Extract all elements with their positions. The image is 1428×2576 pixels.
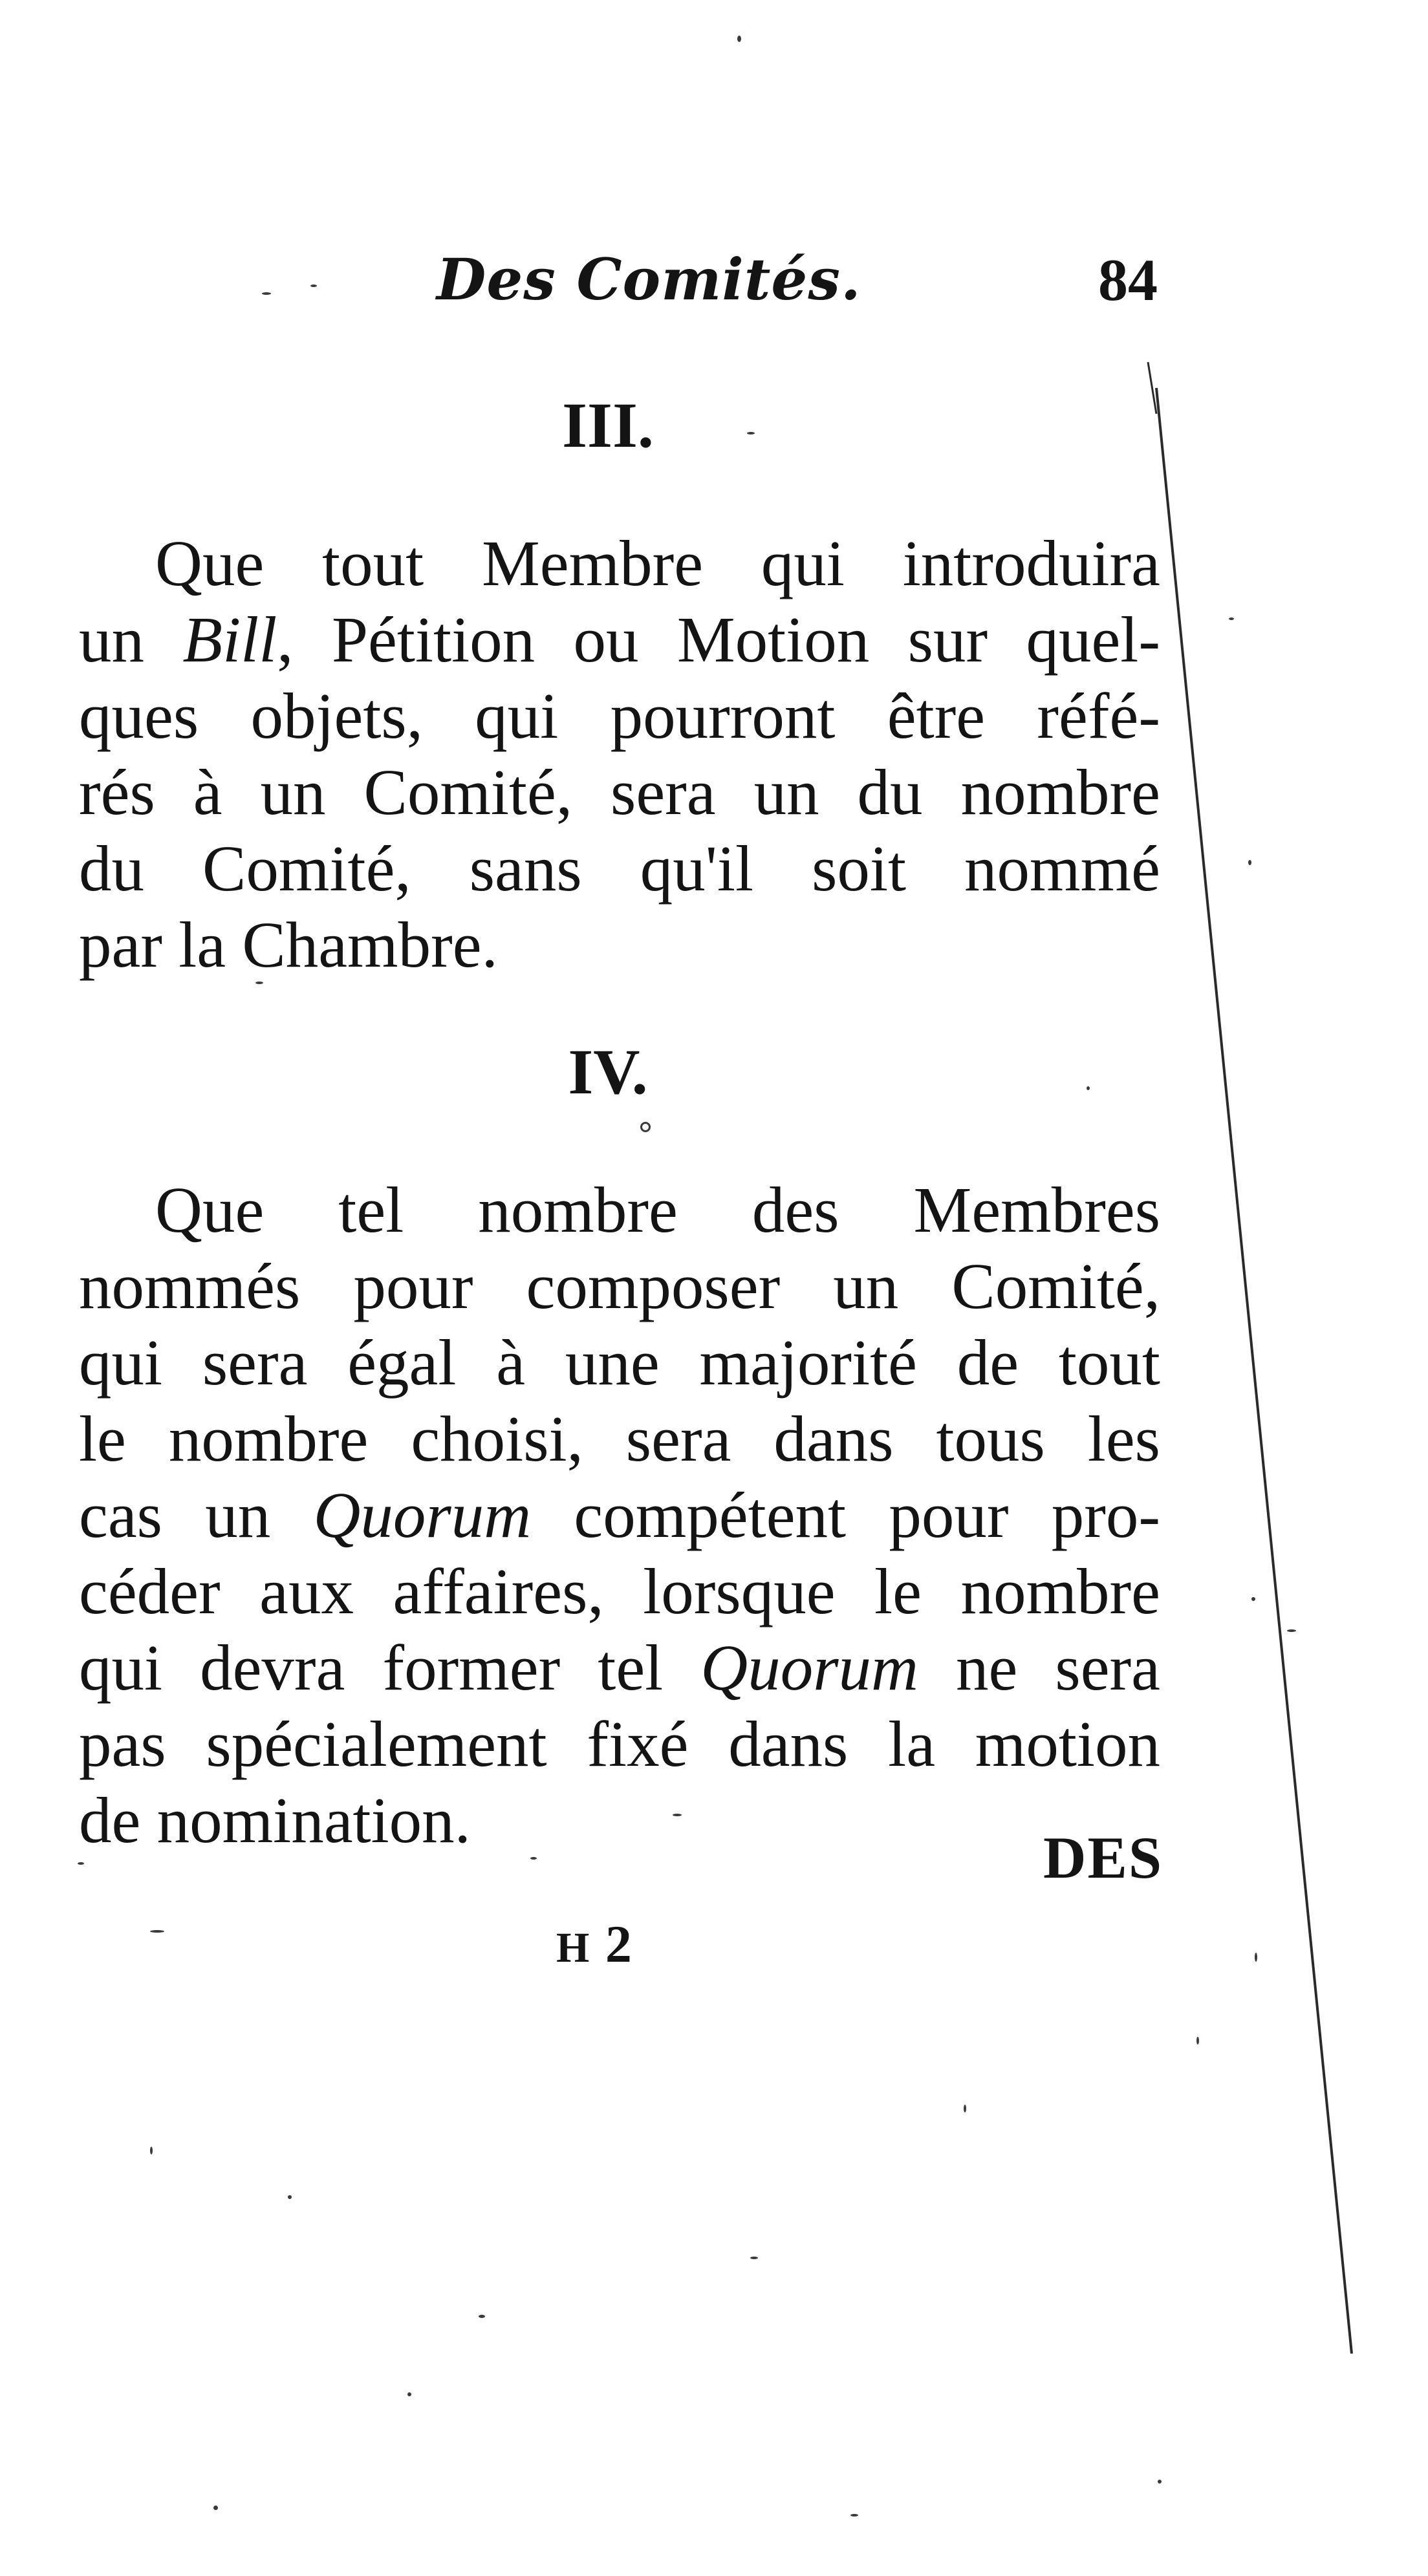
ink-speck <box>530 1857 537 1860</box>
ink-speck <box>1196 2037 1199 2045</box>
paragraph-iii <box>79 525 1160 983</box>
running-title: Des Comités. <box>437 246 861 313</box>
text-line: Que tel nombre des Membres <box>155 1174 1160 1246</box>
ink-speck <box>747 432 755 435</box>
catchword: DES <box>1043 1825 1163 1891</box>
ink-speck <box>1287 1629 1296 1632</box>
text-line: céder aux affaires, lorsque le nombre <box>79 1555 1160 1627</box>
ink-speck <box>640 1122 651 1132</box>
text-line: le nombre choisi, sera dans tous les <box>79 1402 1160 1475</box>
text-line: cas un Quorum compétent pour pro- <box>79 1479 1160 1551</box>
text-line: un Bill, Pétition ou Motion sur quel- <box>79 603 1160 676</box>
ink-speck <box>1248 860 1251 865</box>
text-line: rés à un Comité, sera un du nombre <box>79 756 1160 828</box>
text-line: Que tout Membre qui introduira <box>155 527 1160 599</box>
ink-speck <box>850 2514 858 2517</box>
text-line: par la Chambre. <box>79 908 498 981</box>
ink-speck <box>1158 2480 1162 2484</box>
ink-speck <box>288 2195 292 2199</box>
section-heading-iii: III. <box>562 389 654 461</box>
ink-speck <box>78 1862 84 1865</box>
text-line: ques objets, qui pourront être réfé- <box>79 680 1160 752</box>
text-line: qui devra former tel Quorum ne sera <box>79 1631 1160 1704</box>
signature-mark <box>556 1914 634 1975</box>
section-heading-iv: IV. <box>568 1036 648 1108</box>
running-head <box>427 246 1177 323</box>
text-line: du Comité, sans qu'il soit nommé <box>79 832 1160 905</box>
text-line: pas spécialement fixé dans la motion <box>79 1708 1160 1780</box>
ink-speck <box>262 292 271 295</box>
ink-speck <box>750 2257 758 2259</box>
ink-speck <box>964 2105 966 2112</box>
ink-speck <box>1087 1086 1090 1090</box>
text-line: qui sera égal à une majorité de tout <box>79 1326 1160 1399</box>
ink-speck <box>213 2506 218 2510</box>
ink-speck <box>673 1814 682 1816</box>
signature-letter: H <box>556 1924 592 1971</box>
ink-speck <box>150 1930 164 1933</box>
paragraph-iv <box>79 1172 1160 1858</box>
ink-speck <box>1255 1953 1257 1962</box>
ink-speck <box>479 2315 485 2318</box>
ink-speck <box>150 2147 153 2154</box>
ink-speck <box>255 982 263 984</box>
ink-speck <box>1251 1597 1255 1601</box>
signature-number: 2 <box>605 1915 634 1973</box>
ink-speck <box>310 284 317 287</box>
text-line: de nomination. <box>79 1784 471 1856</box>
ink-speck <box>407 2392 411 2396</box>
text-line: nommés pour composer un Comité, <box>79 1250 1160 1322</box>
ink-speck <box>737 36 741 42</box>
page-number: 84 <box>1098 247 1158 313</box>
ink-speck <box>1229 617 1234 620</box>
